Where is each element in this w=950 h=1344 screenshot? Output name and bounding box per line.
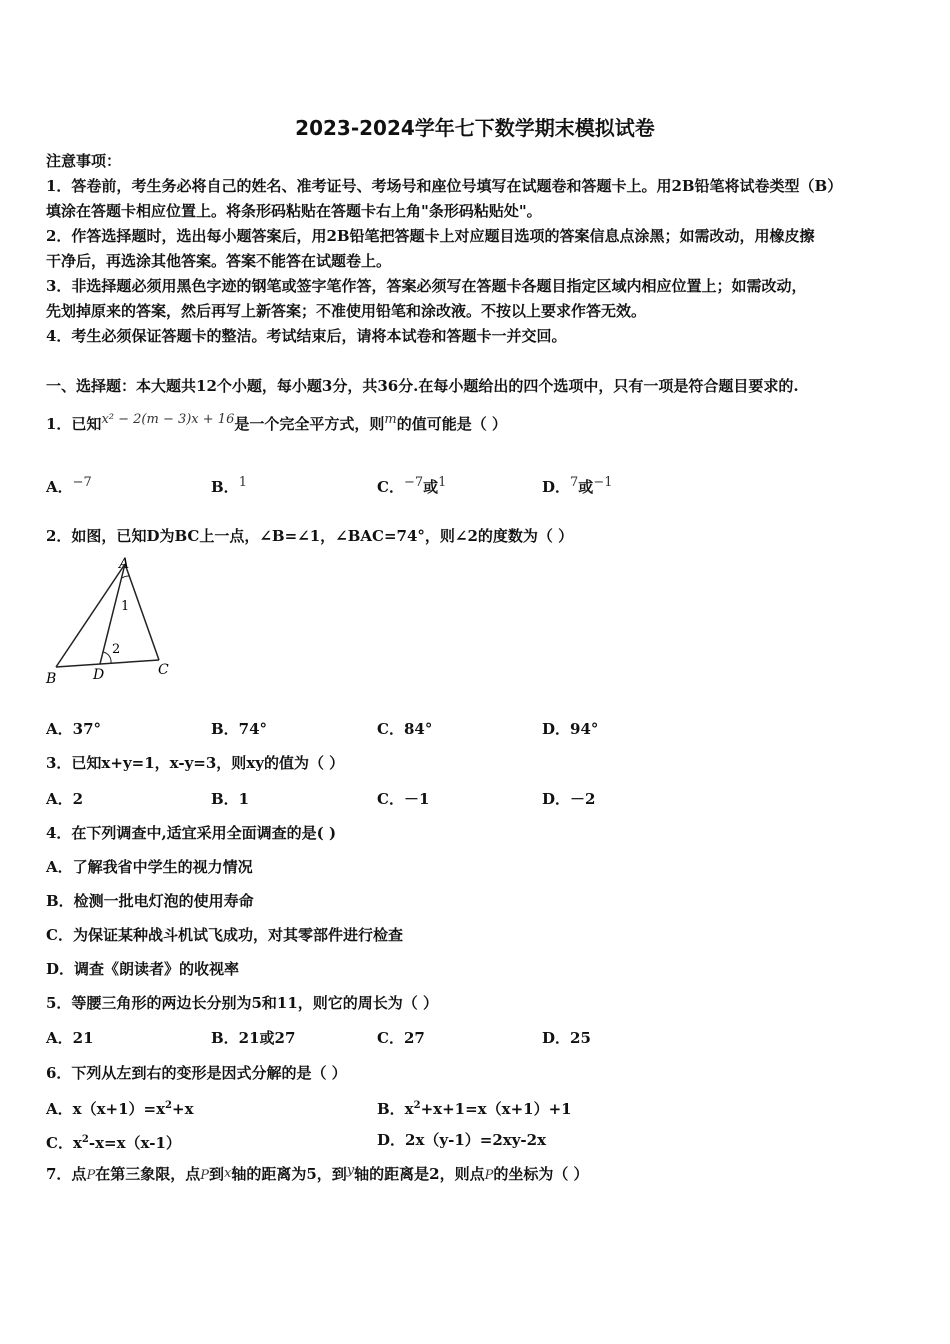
notes-line: 填涂在答题卡相应位置上。将条形码粘贴在答题卡右上角"条形码粘贴处"。 <box>46 202 542 220</box>
q7-text: 在第三象限，点 <box>95 1165 201 1183</box>
q5-option-c[interactable]: C．27 <box>377 1029 425 1047</box>
option-text: A．x（x+1）=x <box>46 1100 166 1118</box>
superscript: 2 <box>81 1134 89 1145</box>
q4-option-d[interactable]: D．调查《朗读者》的收视率 <box>46 960 240 978</box>
angle-2-arc <box>103 652 111 663</box>
q6-option-c[interactable] <box>46 1129 181 1154</box>
option-text: -x=x（x-1） <box>88 1134 181 1152</box>
option-value: 7 <box>570 475 579 490</box>
option-text: C．x <box>46 1134 82 1152</box>
q3-option-a[interactable]: A．2 <box>46 790 84 808</box>
option-value: −7 <box>403 475 424 490</box>
label-angle-1: 1 <box>121 599 130 614</box>
option-label: B． <box>211 478 239 496</box>
option-text: B．x <box>377 1100 414 1118</box>
superscript: 2 <box>413 1100 421 1111</box>
q3-option-d[interactable]: D．－2 <box>542 790 596 808</box>
q7-text: 到 <box>208 1165 224 1183</box>
q1-option-a[interactable] <box>46 476 92 500</box>
option-text: +x <box>172 1100 194 1118</box>
triangle-figure <box>40 552 190 692</box>
question-6: 6．下列从左到右的变形是因式分解的是（ ） <box>46 1064 347 1082</box>
q7-var-p: P <box>484 1168 494 1183</box>
option-text: +x+1=x（x+1）+1 <box>420 1100 572 1118</box>
option-value: −7 <box>72 475 92 490</box>
notes-line: 干净后，再选涂其他答案。答案不能答在试题卷上。 <box>46 252 392 270</box>
q5-option-d[interactable]: D．25 <box>542 1029 591 1047</box>
q7-var-y: y <box>346 1163 355 1178</box>
notes-line: 1．答卷前，考生务必将自己的姓名、准考证号、考场号和座位号填写在试题卷和答题卡上。用2B铅笔将试卷类型（B） <box>46 177 843 195</box>
q7-text: 的坐标为（ ） <box>493 1165 589 1183</box>
q3-option-b[interactable]: B．1 <box>211 790 250 808</box>
question-7 <box>46 1163 589 1187</box>
side-ac <box>125 564 159 660</box>
q2-option-a[interactable]: A．37° <box>46 720 102 738</box>
option-or: 或 <box>423 478 439 496</box>
notes-line: 2．作答选择题时，选出每小题答案后，用2B铅笔把答题卡上对应题目选项的答案信息点涂黑；如需改动，用橡皮擦 <box>46 227 815 245</box>
q7-var-p: P <box>86 1168 96 1183</box>
q4-option-b[interactable]: B．检测一批电灯泡的使用寿命 <box>46 892 254 910</box>
option-label: A． <box>46 478 73 496</box>
label-A: A <box>119 556 130 572</box>
option-label: C． <box>377 478 404 496</box>
notes-heading: 注意事项： <box>46 152 122 170</box>
q7-text: 7．点 <box>46 1165 87 1183</box>
label-B: B <box>46 671 57 687</box>
label-angle-2: 2 <box>112 642 121 657</box>
q1-var: m <box>384 412 397 427</box>
label-C: C <box>158 662 169 678</box>
q1-option-c[interactable] <box>377 476 446 500</box>
q1-prefix: 1．已知 <box>46 415 102 433</box>
q4-option-c[interactable]: C．为保证某种战斗机试飞成功，对其零部件进行检查 <box>46 926 403 944</box>
q1-middle: 是一个完全平方式，则 <box>234 415 385 433</box>
notes-line: 先划掉原来的答案，然后再写上新答案；不准使用铅笔和涂改液。不按以上要求作答无效。 <box>46 302 647 320</box>
label-D: D <box>93 667 105 683</box>
side-bc <box>56 660 159 667</box>
q7-text: 轴的距离是2，则点 <box>354 1165 485 1183</box>
q1-option-b[interactable] <box>211 476 247 500</box>
q6-option-d[interactable]: D．2x（y-1）=2xy-2x <box>377 1131 547 1149</box>
q1-suffix: 的值可能是（ ） <box>396 415 507 433</box>
q2-option-d[interactable]: D．94° <box>542 720 599 738</box>
q2-option-b[interactable]: B．74° <box>211 720 268 738</box>
q6-option-a[interactable] <box>46 1095 194 1120</box>
q7-var-x: x <box>223 1166 232 1181</box>
option-or: 或 <box>578 478 594 496</box>
q5-option-a[interactable]: A．21 <box>46 1029 94 1047</box>
question-4: 4．在下列调查中,适宜采用全面调查的是( ) <box>46 824 337 842</box>
q1-option-d[interactable] <box>542 476 612 500</box>
angle-1-arc <box>122 576 129 578</box>
q1-expression: x² − 2(m − 3)x + 16 <box>101 412 235 427</box>
option-value: 1 <box>438 475 447 490</box>
option-value: −1 <box>593 475 613 490</box>
notes-line: 3．非选择题必须用黑色字迹的钢笔或签字笔作答，答案必须写在答题卡各题目指定区域内相应位置上；如需改动， <box>46 277 807 295</box>
superscript: 2 <box>165 1100 173 1111</box>
q3-option-c[interactable]: C．－1 <box>377 790 430 808</box>
q4-option-a[interactable]: A．了解我省中学生的视力情况 <box>46 858 253 876</box>
q6-option-b[interactable] <box>377 1095 572 1120</box>
page-title: 2023-2024学年七下数学期末模拟试卷 <box>295 116 655 140</box>
question-1 <box>46 413 507 437</box>
q7-text: 轴的距离为5，到 <box>231 1165 347 1183</box>
q2-option-c[interactable]: C．84° <box>377 720 433 738</box>
notes-line: 4．考生必须保证答题卡的整洁。考试结束后，请将本试卷和答题卡一并交回。 <box>46 327 567 345</box>
q5-option-b[interactable]: B．21或27 <box>211 1029 296 1047</box>
question-2: 2．如图，已知D为BC上一点，∠B=∠1，∠BAC=74°，则∠2的度数为（ ） <box>46 527 574 545</box>
question-3: 3．已知x+y=1，x-y=3，则xy的值为（ ） <box>46 754 345 772</box>
question-5: 5．等腰三角形的两边长分别为5和11，则它的周长为（ ） <box>46 994 438 1012</box>
option-label: D． <box>542 478 571 496</box>
option-value: 1 <box>238 475 247 490</box>
q7-var-p: P <box>200 1168 209 1183</box>
section-heading: 一、选择题：本大题共12个小题，每小题3分，共36分.在每小题给出的四个选项中，只有一项是符合题目要求的. <box>46 377 799 395</box>
